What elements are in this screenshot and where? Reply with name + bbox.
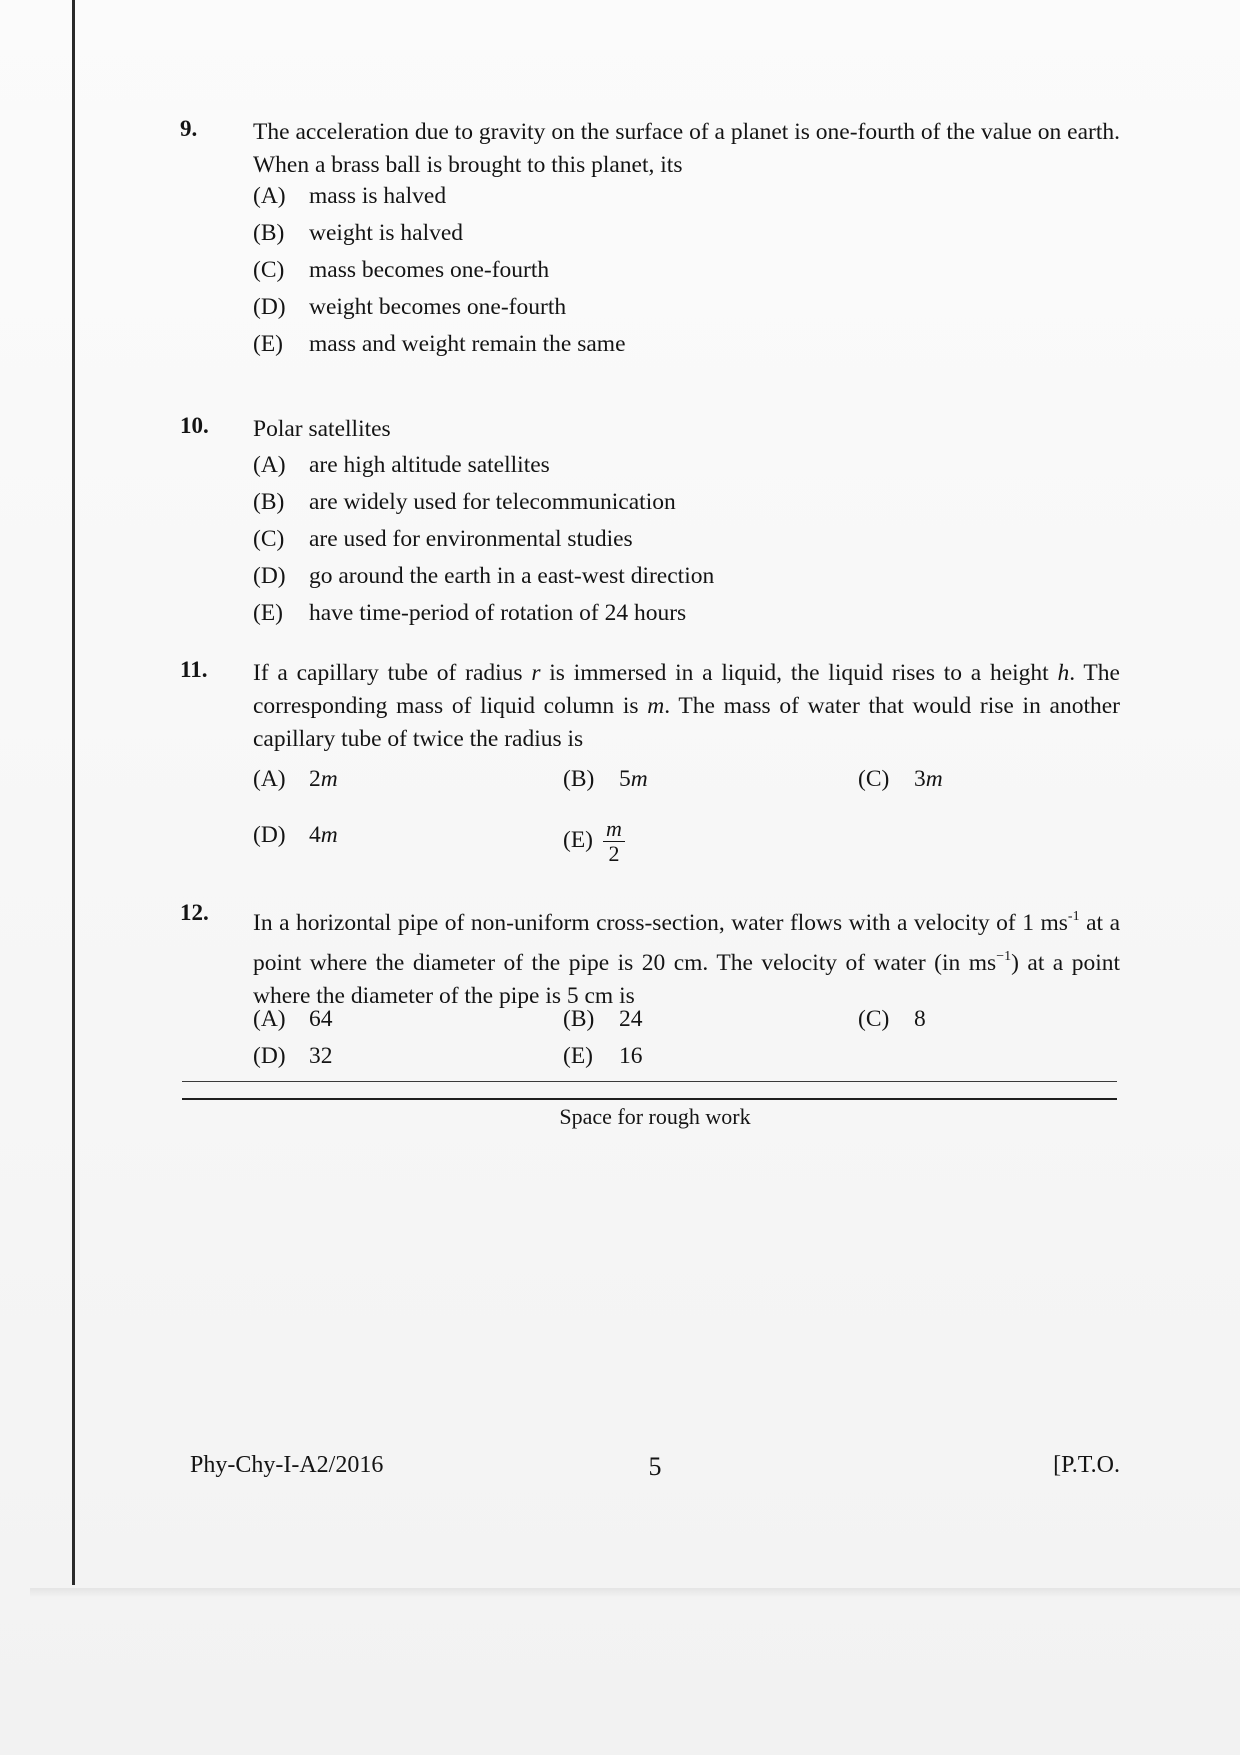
option-list [253,447,1120,632]
paper-code: Phy-Chy-I-A2/2016 [190,1452,384,1478]
option-e: (E) mass and weight remain the same [253,331,626,357]
question-text: The acceleration due to gravity on the surface of a planet is one-fourth of the value on earth. When a brass ball is brought to this planet, its [253,119,1120,178]
divider-line [182,1098,1117,1100]
option-list [253,178,1120,363]
question-number: 12. [180,900,209,925]
option-e: (E) $\frac{m}{2}$ [563,817,858,873]
option-a: (A) mass is halved [253,183,447,209]
question-number: 11. [180,657,208,682]
option-d: (D) 4m [253,822,338,848]
fraction: $\frac{m}{2}$ [603,817,625,866]
option-list [253,761,1120,873]
option-d: (D) weight becomes one-fourth [253,294,567,320]
option-e: (E) 16 [563,1043,643,1069]
binding-edge [72,0,75,1585]
divider-line [182,1081,1117,1082]
question-text: If a capillary tube of radius r is immersed in a liquid, the liquid rises to a height h. The corresponding mass of liquid column is m. The mass of water that would rise in another capillary tube of twice the radius is [253,660,1120,752]
option-b: (B) 5m [563,766,648,792]
option-c: (C) 3m [858,766,943,792]
pto-label: [P.T.O. [1053,1452,1120,1478]
question-text: Polar satellites [253,416,391,442]
option-a: (A) 2m [253,766,338,792]
option-e: (E) have time-period of rotation of 24 hours [253,600,687,626]
option-c: (C) 8 [858,1006,926,1032]
page-number: 5 [648,1452,662,1481]
option-c: (C) are used for environmental studies [253,526,633,552]
option-c: (C) mass becomes one-fourth [253,257,550,283]
option-b: (B) are widely used for telecommunication [253,489,676,515]
option-b: (B) 24 [563,1006,643,1032]
option-b: (B) weight is halved [253,220,464,246]
question-text: In a horizontal pipe of non-uniform cross-section, water flows with a velocity of 1 $ms^{-1}$ at a point where the diameter of the pipe is 20 cm. The velocity of water (in $ms^{-1}$) at a point where the diameter of the pipe is 5 cm is [253,909,1121,1009]
option-d: (D) 32 [253,1043,333,1069]
option-a: (A) are high altitude satellites [253,452,550,478]
option-list [253,1001,1120,1075]
page-edge [30,1588,1240,1598]
question-number: 10. [180,413,209,438]
question-number: 9. [180,116,198,141]
option-d: (D) go around the earth in a east-west direction [253,563,715,589]
rough-work-label: Space for rough work [559,1104,751,1129]
option-a: (A) 64 [253,1006,333,1032]
